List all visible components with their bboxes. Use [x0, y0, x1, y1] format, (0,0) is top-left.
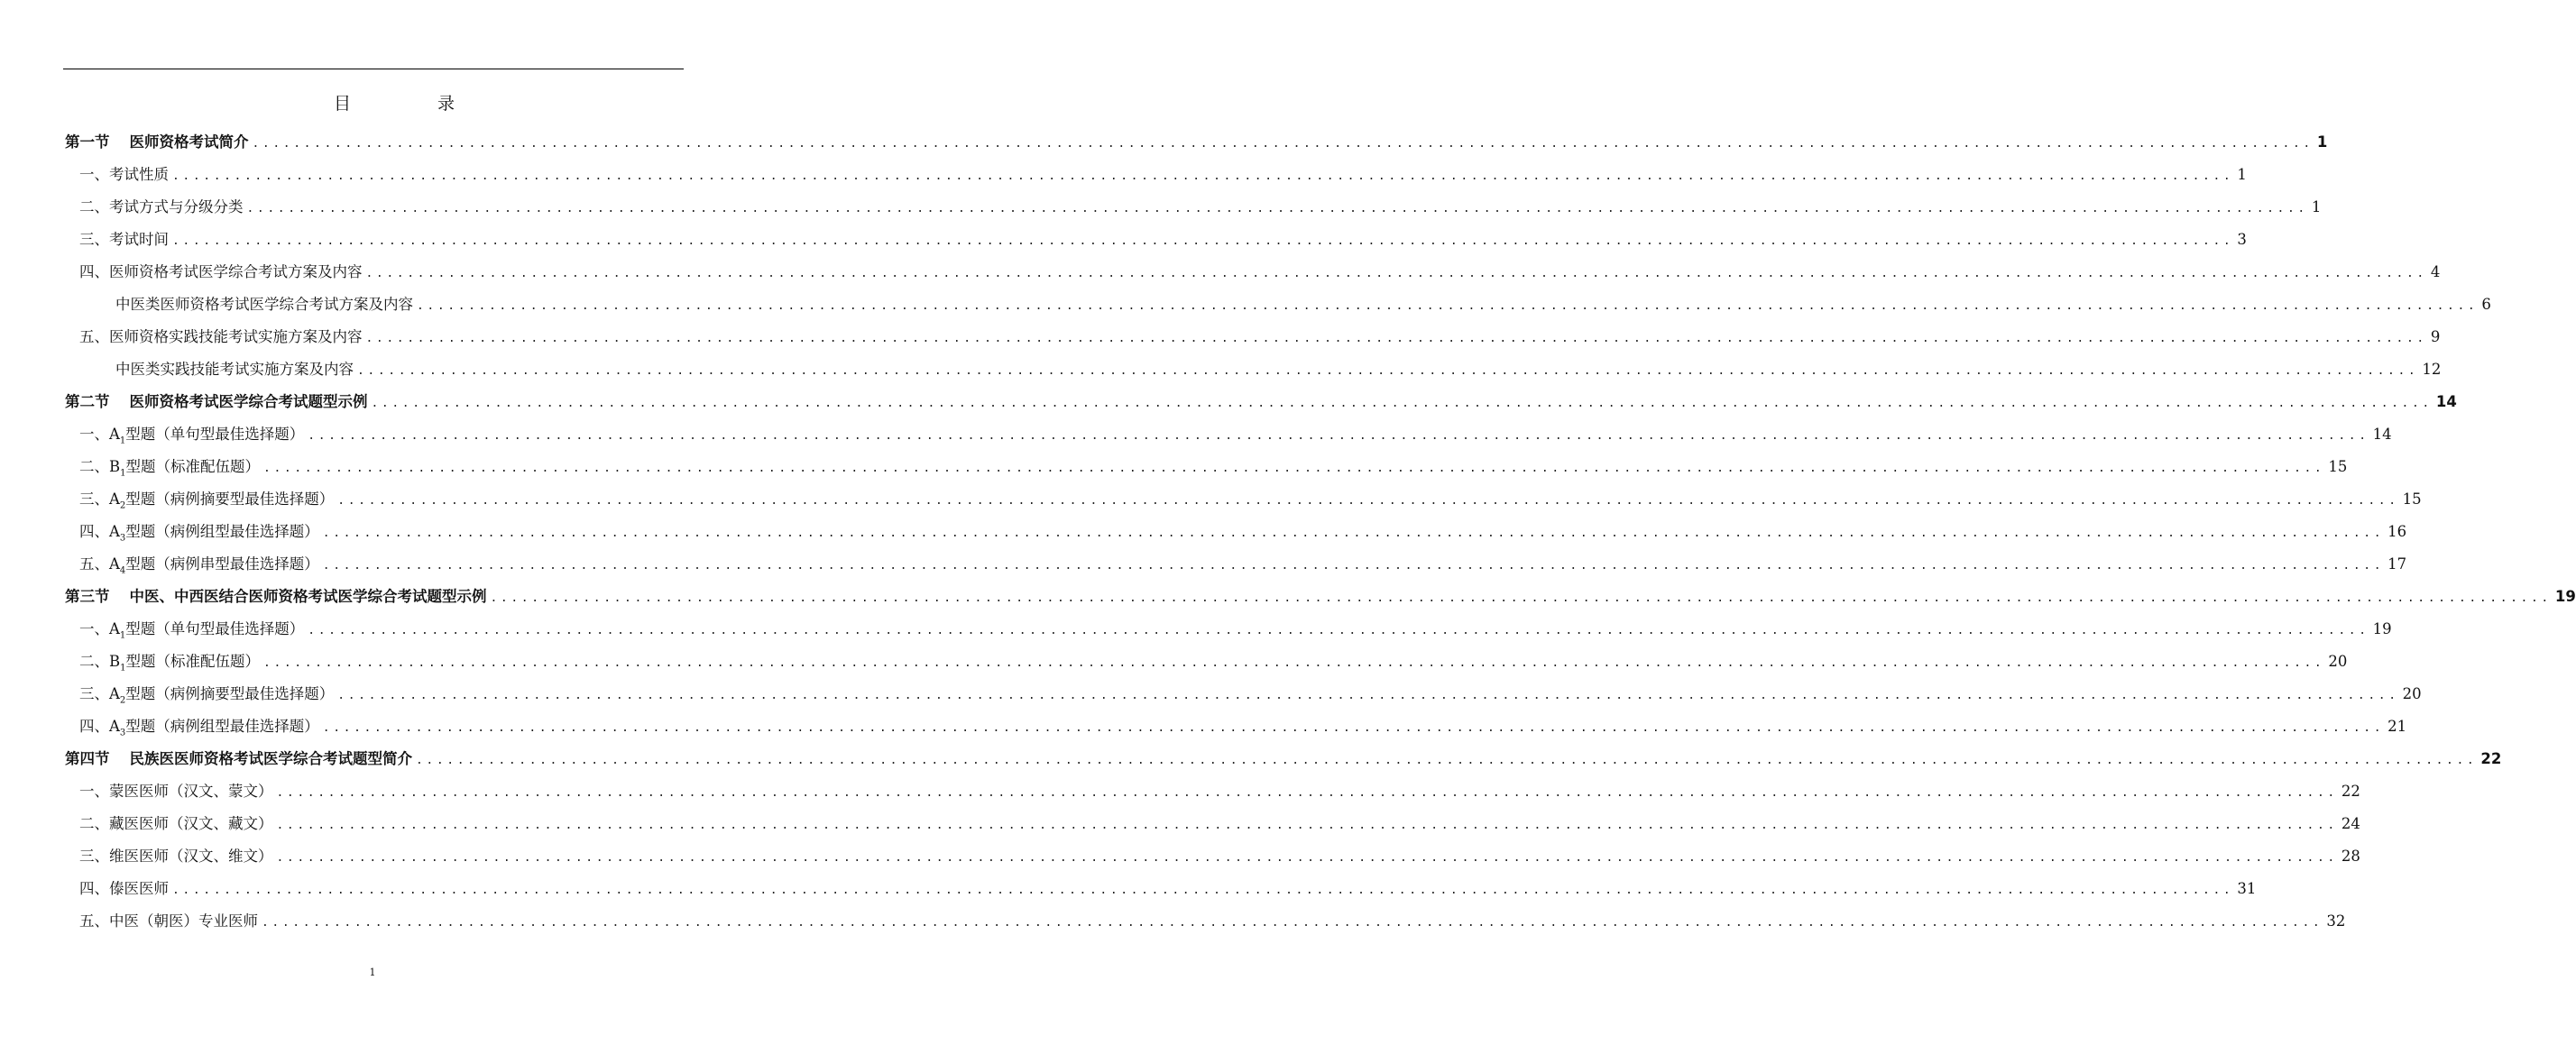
- toc-entry[interactable]: [65, 840, 2360, 873]
- dot-leader: ........................................................................................................................................................................................................: [172, 234, 2234, 248]
- entry-text: 医师资格考试简介: [129, 133, 249, 151]
- dot-leader: ........................................................................................................................................................................................................: [322, 721, 2385, 735]
- toc-entry[interactable]: [65, 905, 2346, 938]
- entry-prefix: 一、A: [79, 426, 120, 443]
- entry-text: 民族医医师资格考试医学综合考试题型简介: [129, 750, 412, 767]
- toc-page-number: 15: [2328, 458, 2348, 475]
- toc-entry-label: [79, 256, 363, 289]
- toc-entry-label: [79, 840, 273, 873]
- toc-entry[interactable]: [65, 678, 2422, 710]
- toc-page-number: 14: [2435, 393, 2457, 410]
- entry-prefix: 一、A: [79, 620, 120, 637]
- toc-page-number: 22: [2480, 750, 2502, 767]
- entry-subscript: 1: [119, 435, 126, 446]
- dot-leader: ........................................................................................................................................................................................................: [308, 624, 2369, 637]
- toc-page-number: 3: [2237, 231, 2247, 248]
- dot-leader: ........................................................................................................................................................................................................: [371, 397, 2433, 410]
- entry-text: 中医类医师资格考试医学综合考试方案及内容: [115, 296, 413, 313]
- toc-page-number: 20: [2402, 685, 2422, 702]
- entry-prefix: 三、A: [79, 685, 120, 702]
- entry-text: 一、蒙医医师（汉文、蒙文）: [79, 783, 273, 800]
- entry-text: 五、医师资格实践技能考试实施方案及内容: [79, 328, 363, 345]
- dot-leader: ........................................................................................................................................................................................................: [172, 170, 2234, 183]
- toc-entry-label: [79, 775, 273, 808]
- toc-page-number: 19: [2554, 588, 2576, 605]
- toc-section-entry[interactable]: [65, 386, 2457, 418]
- entry-text: 三、考试时间: [79, 231, 169, 248]
- toc-page-number: 15: [2402, 490, 2422, 508]
- title-char: 目: [333, 94, 394, 114]
- entry-text: 型题（病例摘要型最佳选择题）: [125, 490, 335, 508]
- toc-entry[interactable]: [65, 159, 2247, 191]
- section-number: 第三节: [65, 588, 110, 605]
- dot-leader: ........................................................................................................................................................................................................: [263, 462, 2325, 475]
- entry-prefix: 五、A: [79, 555, 120, 573]
- toc-page-number: 1: [2311, 198, 2322, 215]
- entry-subscript: 1: [120, 468, 126, 479]
- footer-page-number: 1: [369, 967, 376, 978]
- entry-text: 型题（单句型最佳选择题）: [125, 620, 305, 637]
- toc-entry[interactable]: [65, 548, 2407, 581]
- toc-entry[interactable]: [65, 321, 2441, 353]
- toc-page-number: 28: [2341, 848, 2360, 865]
- entry-text: 型题（病例摘要型最佳选择题）: [125, 685, 335, 702]
- toc-entry-label: [79, 905, 258, 938]
- entry-prefix: 四、A: [79, 523, 120, 540]
- toc-entry[interactable]: [65, 289, 2491, 321]
- toc-entry[interactable]: [65, 483, 2422, 516]
- toc-entry-label: [79, 159, 169, 191]
- dot-leader: ........................................................................................................................................................................................................: [490, 591, 2552, 605]
- entry-subscript: 2: [119, 500, 126, 511]
- entry-text: 型题（标准配伍题）: [125, 458, 261, 475]
- toc-entry[interactable]: [65, 710, 2407, 743]
- title-char: 录: [437, 94, 499, 114]
- toc-page-number: 16: [2387, 523, 2407, 540]
- toc-entry-label: [79, 321, 363, 353]
- entry-text: 四、傣医医师: [79, 880, 169, 897]
- toc-entry-label: [65, 743, 412, 775]
- toc-page-number: 20: [2328, 653, 2348, 670]
- toc-page-number: 1: [2237, 166, 2247, 183]
- entry-prefix: 四、A: [79, 718, 120, 735]
- entry-text: 四、医师资格考试医学综合考试方案及内容: [79, 263, 363, 280]
- entry-text: 二、考试方式与分级分类: [79, 198, 244, 215]
- entry-text: 型题（病例组型最佳选择题）: [125, 523, 319, 540]
- dot-leader: ........................................................................................................................................................................................................: [308, 429, 2369, 443]
- toc-section-entry[interactable]: [65, 581, 2576, 613]
- entry-prefix: 二、B: [79, 653, 121, 670]
- entry-text: 三、维医医师（汉文、维文）: [79, 848, 273, 865]
- toc-page-number: 4: [2430, 263, 2441, 280]
- page-title: [0, 90, 745, 115]
- entry-text: 五、中医（朝医）专业医师: [79, 912, 258, 930]
- toc-entry[interactable]: [65, 646, 2348, 678]
- dot-leader: ........................................................................................................................................................................................................: [322, 559, 2385, 573]
- entry-text: 型题（病例串型最佳选择题）: [125, 555, 319, 573]
- toc-page-number: 9: [2430, 328, 2441, 345]
- dot-leader: ........................................................................................................................................................................................................: [276, 851, 2338, 865]
- dot-leader: ........................................................................................................................................................................................................: [252, 137, 2314, 151]
- dot-leader: ........................................................................................................................................................................................................: [417, 299, 2479, 313]
- toc-page-number: 6: [2481, 296, 2491, 313]
- entry-text: 中医、中西医结合医师资格考试医学综合考试题型示例: [129, 588, 487, 605]
- dot-leader: ........................................................................................................................................................................................................: [365, 267, 2427, 280]
- toc-entry[interactable]: [65, 191, 2322, 224]
- dot-leader: ........................................................................................................................................................................................................: [262, 916, 2323, 930]
- dot-leader: ........................................................................................................................................................................................................: [365, 332, 2427, 345]
- dot-leader: ........................................................................................................................................................................................................: [416, 754, 2478, 767]
- dot-leader: ........................................................................................................................................................................................................: [337, 689, 2399, 702]
- toc-page-number: 21: [2387, 718, 2407, 735]
- toc-section-entry[interactable]: [65, 743, 2502, 775]
- entry-subscript: 1: [120, 663, 126, 674]
- entry-subscript: 3: [119, 533, 126, 544]
- toc-entry[interactable]: [65, 353, 2442, 386]
- toc-entry-label: [65, 126, 249, 159]
- toc-page-number: 19: [2372, 620, 2392, 637]
- entry-text: 医师资格考试医学综合考试题型示例: [129, 393, 368, 410]
- section-number: 第四节: [65, 750, 110, 767]
- toc-entry[interactable]: [65, 775, 2360, 808]
- toc-page-number: 31: [2237, 880, 2257, 897]
- toc-entry[interactable]: [65, 451, 2348, 483]
- toc-entry-label: [115, 353, 354, 386]
- toc-entry[interactable]: [65, 516, 2407, 548]
- toc-entry[interactable]: [65, 808, 2360, 840]
- entry-text: 型题（单句型最佳选择题）: [125, 426, 305, 443]
- entry-text: 二、藏医医师（汉文、藏文）: [79, 815, 273, 832]
- entry-text: 型题（标准配伍题）: [125, 653, 261, 670]
- toc-entry[interactable]: [65, 224, 2247, 256]
- entry-subscript: 3: [119, 728, 126, 738]
- dot-leader: ........................................................................................................................................................................................................: [276, 786, 2338, 800]
- toc-entry[interactable]: [65, 613, 2392, 646]
- toc-page-number: 24: [2341, 815, 2360, 832]
- entry-prefix: 二、B: [79, 458, 121, 475]
- toc-entry[interactable]: [65, 256, 2441, 289]
- entry-text: 中医类实践技能考试实施方案及内容: [115, 361, 354, 378]
- toc-entry[interactable]: [65, 418, 2392, 451]
- entry-subscript: 1: [119, 630, 126, 641]
- toc-section-entry[interactable]: [65, 126, 2328, 159]
- toc-entry-label: [65, 386, 368, 418]
- toc-page-number: 12: [2422, 361, 2442, 378]
- table-of-contents: [65, 126, 2576, 938]
- toc-entry-label: [79, 873, 169, 905]
- toc-entry-label: [79, 224, 169, 256]
- toc-page-number: 17: [2387, 555, 2407, 573]
- toc-entry-label: [79, 808, 273, 840]
- toc-entry-label: [115, 289, 413, 321]
- entry-subscript: 4: [119, 565, 126, 576]
- toc-entry-label: [79, 191, 244, 224]
- toc-page-number: 22: [2341, 783, 2360, 800]
- entry-text: 一、考试性质: [79, 166, 169, 183]
- entry-prefix: 三、A: [79, 490, 120, 508]
- section-number: 第二节: [65, 393, 110, 410]
- dot-leader: ........................................................................................................................................................................................................: [246, 202, 2308, 215]
- toc-page-number: 14: [2372, 426, 2392, 443]
- dot-leader: ........................................................................................................................................................................................................: [172, 884, 2234, 897]
- section-number: 第一节: [65, 133, 110, 151]
- dot-leader: ........................................................................................................................................................................................................: [263, 656, 2325, 670]
- toc-entry[interactable]: [65, 873, 2257, 905]
- entry-subscript: 2: [119, 695, 126, 706]
- toc-page-number: 1: [2316, 133, 2328, 151]
- toc-entry-label: [65, 581, 487, 613]
- dot-leader: ........................................................................................................................................................................................................: [357, 364, 2419, 378]
- dot-leader: ........................................................................................................................................................................................................: [337, 494, 2399, 508]
- toc-page-number: 32: [2326, 912, 2346, 930]
- entry-text: 型题（病例组型最佳选择题）: [125, 718, 319, 735]
- dot-leader: ........................................................................................................................................................................................................: [322, 527, 2385, 540]
- dot-leader: ........................................................................................................................................................................................................: [276, 819, 2338, 832]
